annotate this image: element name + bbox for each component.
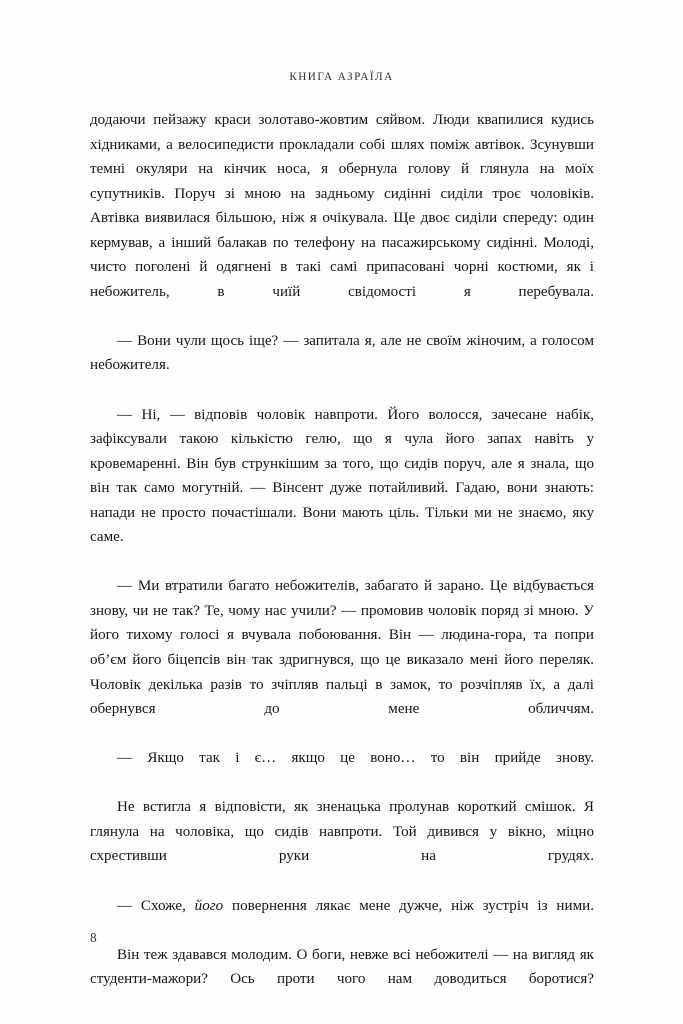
paragraph-dialogue-2: — Ні, — відповів чоловік навпроти. Його волосся, зачесане набік, зафіксували такою кількістю гелю, що я чула його запах навіть у кровемаренні. Він був стрункішим за того, що сидів поруч, але я знала, що він так само могутній. — Вінсент дуже потайливий. Гадаю, вони знають: напади не просто почастішали. Вони мають ціль. Тільки ми не знаємо, яку саме.: [90, 406, 594, 546]
body-text-block: [90, 108, 594, 1016]
paragraph-continuation: додаючи пейзажу краси золотаво-жовтим сяйвом. Люди квапилися кудись хідниками, а велосипедисти прокладали собі шлях поміж автівок. Зсунувши темні окуляри на кінчик носа, я обернула голову й глянула на моїх супутників. Поруч зі мною на задньому сидінні сиділи троє чоловіків. Автівка виявилася більшою, ніж я очікувала. Ще двоє сиділи спереду: один кермував, а інший балакав по телефону на пасажирському сидінні. Молоді, чисто поголені й одягнені в такі самі припасовані чорні костюми, як і небожитель, в чиїй свідомості я перебувала.: [90, 112, 594, 300]
page-number: 8: [90, 930, 97, 945]
paragraph-dialogue-3: — Ми втратили багато небожителів, забагато й зарано. Це відбувається знову, чи не так? Те, чому нас учили? — промовив чоловік поряд зі мною. У його тихому голосі я вчувала побоювання. Він — людина-гора, та попри об’єм його біцепсів він так здригнувся, що це виказало мені його переляк. Чоловік декілька разів то зчіпляв пальці в замок, то розчіпляв їх, а далі обернувся до мене обличчям.: [90, 578, 594, 718]
paragraph-dialogue-5: [90, 894, 594, 943]
dialogue-text-before-emphasis: — Схоже,: [117, 897, 195, 914]
paragraph-dialogue-4: — Якщо так і є… якщо це воно… то він прийде знову.: [117, 750, 594, 767]
emphasized-word: його: [194, 897, 224, 914]
dialogue-text-after-emphasis: повернення лякає мене дужче, ніж зустріч із ними.: [223, 897, 594, 914]
running-head: КНИГА АЗРАЇЛА: [289, 71, 394, 83]
paragraph-narrative-2: Він теж здавався молодим. О боги, невже всі небожителі — на вигляд як студенти-мажори? Ось проти чого нам доводиться боротися?: [90, 946, 594, 988]
paragraph-dialogue-1: — Вони чули щось іще? — запитала я, але не своїм жіночим, а голосом небожителя.: [90, 332, 594, 374]
paragraph-narrative-1: Не встигла я відповісти, як зненацька пролунав короткий смішок. Я глянула на чоловіка, що сидів навпроти. Той дивився у вікно, міцно схрестивши руки на грудях.: [90, 799, 594, 865]
